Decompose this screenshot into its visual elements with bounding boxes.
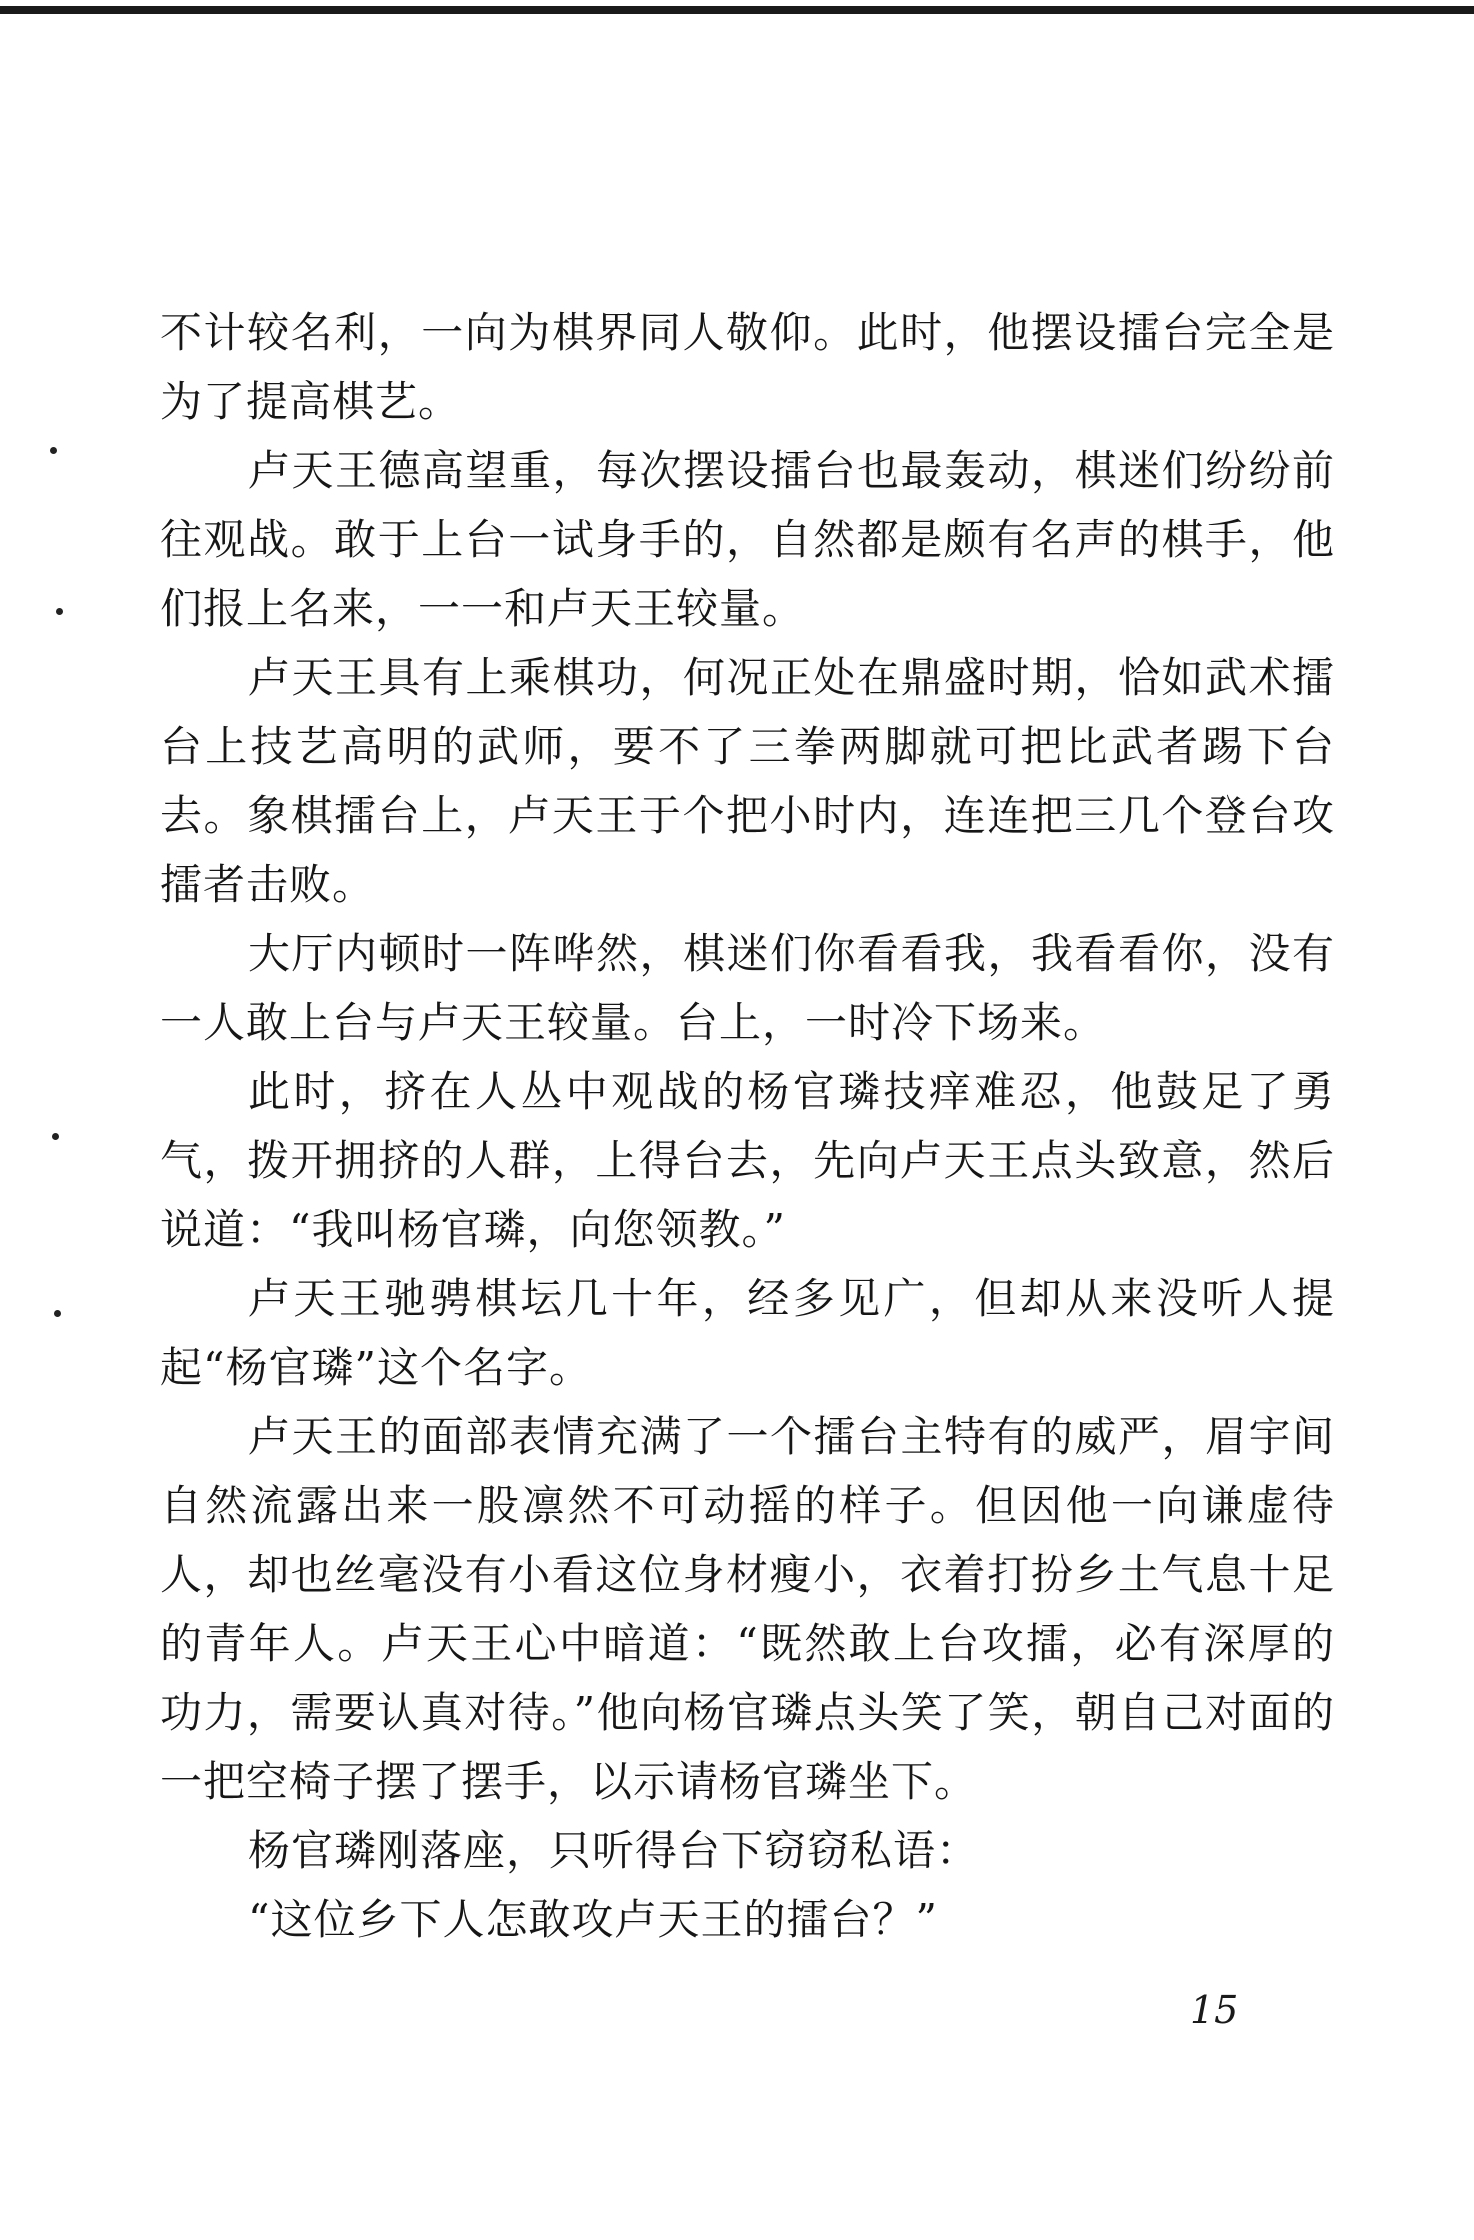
margin-dot xyxy=(54,1310,61,1317)
paragraph: 杨官璘刚落座，只听得台下窃窃私语： xyxy=(248,1826,980,1875)
margin-dot xyxy=(56,608,63,615)
paragraph: 大厅内顿时一阵哗然，棋迷们你看看我，我看看你，没有一人敢上台与卢天王较量。台上，一时冷下场来。 xyxy=(160,929,1335,1047)
paragraph-continuation: 不计较名利，一向为棋界同人敬仰。此时，他摆设擂台完全是为了提高棋艺。 xyxy=(160,308,1335,426)
paragraph: 卢天王德高望重，每次摆设擂台也最轰动，棋迷们纷纷前往观战。敢于上台一试身手的，自然都是颇有名声的棋手，他们报上名来，一一和卢天王较量。 xyxy=(160,446,1335,633)
paragraph: 卢天王的面部表情充满了一个擂台主特有的威严，眉宇间自然流露出来一股凛然不可动摇的样子。但因他一向谦虚待人，却也丝毫没有小看这位身材瘦小，衣着打扮乡土气息十足的青年人。卢天王心中暗道：“既然敢上台攻擂，必有深厚的功力，需要认真对待。”他向杨官璘点头笑了笑，朝自己对面的一把空椅子摆了摆手，以示请杨官璘坐下。 xyxy=(160,1412,1335,1806)
paragraph: 卢天王具有上乘棋功，何况正处在鼎盛时期，恰如武术擂台上技艺高明的武师，要不了三拳两脚就可把比武者踢下台去。象棋擂台上，卢天王于个把小时内，连连把三几个登台攻擂者击败。 xyxy=(160,653,1335,909)
paragraph: 此时，挤在人丛中观战的杨官璘技痒难忍，他鼓足了勇气，拨开拥挤的人群，上得台去，先向卢天王点头致意，然后说道：“我叫杨官璘，向您领教。” xyxy=(160,1067,1335,1254)
margin-dot xyxy=(50,447,57,454)
body-text xyxy=(160,298,1335,1954)
top-border-rule xyxy=(0,6,1474,14)
margin-dot xyxy=(52,1133,59,1140)
paragraph: “这位乡下人怎敢攻卢天王的擂台？” xyxy=(248,1895,938,1944)
page-number: 15 xyxy=(1190,1988,1239,2032)
paragraph: 卢天王驰骋棋坛几十年，经多见广，但却从来没听人提起“杨官璘”这个名字。 xyxy=(160,1274,1335,1392)
